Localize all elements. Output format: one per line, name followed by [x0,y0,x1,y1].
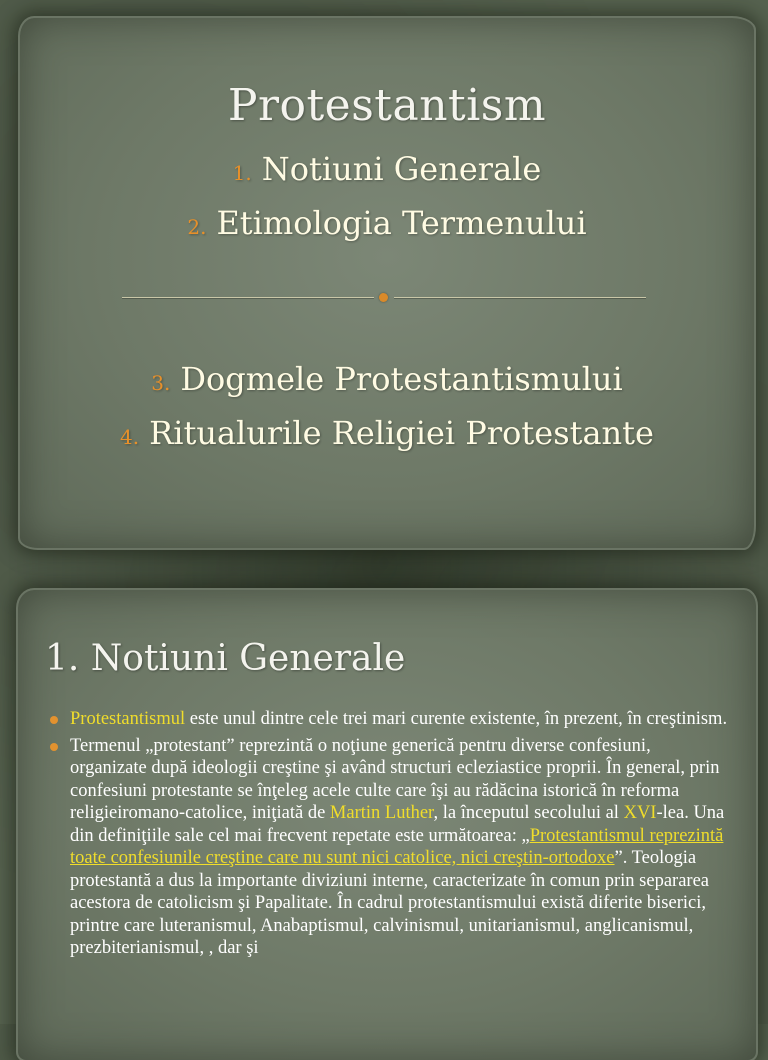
slide-body [48,708,732,964]
agenda-number: 1. [232,161,252,185]
section-title: 1. Notiuni Generale [45,638,406,679]
agenda-number: 2. [187,215,207,239]
divider-dot-icon [379,293,388,302]
bullet-dot-icon [50,743,58,751]
paragraph-text: -lea. Una din definiţiile sale cel mai frecvent repetate este următoarea: „ [70,803,725,846]
paragraph-text: , la începutul secolului al [433,803,624,823]
divider-line-left [122,297,374,298]
highlight-martin-luther: Martin Luther [329,803,434,823]
agenda-label: Notiuni Generale [261,150,542,188]
paragraph-text: Termenul „protestant” reprezintă o noţiune generică pentru diverse confesiuni, organizate după ideologii creştine şi având structuri ecleziastice proprii. În general, prin confesiuni protestante se înţeleg acele culte care îşi au rădăcina istorică în reforma religieiromano-catolice, iniţiată de [70,735,720,823]
highlight-protestantismul: Protestantismul [70,709,186,729]
slide-title: Protestantism [227,80,547,131]
highlight-definition: Protestantismul reprezintă toate confesiunile creştine care nu sunt nici catolice, nici creştin-ortodoxe [70,825,724,868]
agenda-number: 4. [120,425,140,449]
paragraph-text: ”. Teologia protestantă a dus la importante diviziuni interne, caracterizate în comun prin separarea acestora de catolicism şi Papalitate. În cadrul protestantismului există diferite biserici, printre care luteranismul, Anabaptismul, calvinismul, unitarianismul, anglicanismul, prezbiterianismul, , dar şi [70,848,709,958]
agenda-item-4 [20,414,754,452]
ornamental-divider [122,297,646,299]
agenda-label: Dogmele Protestantismului [180,360,623,398]
bullet-dot-icon [50,716,58,724]
highlight-century: XVI [623,803,657,823]
agenda-item-3 [20,360,754,398]
divider-line-right [394,297,646,298]
agenda-label: Etimologia Termenului [216,204,587,242]
agenda-number: 3. [151,371,171,395]
bullet-paragraph-1 [48,708,732,731]
agenda-item-1 [20,150,754,188]
paragraph-text: este unul dintre cele trei mari curente existente, în prezent, în creştinism. [185,709,728,729]
content-slide [18,590,756,1060]
title-slide [20,18,754,548]
agenda-item-2 [20,204,754,242]
bullet-paragraph-2 [48,735,732,960]
agenda-label: Ritualurile Religiei Protestante [149,414,654,452]
